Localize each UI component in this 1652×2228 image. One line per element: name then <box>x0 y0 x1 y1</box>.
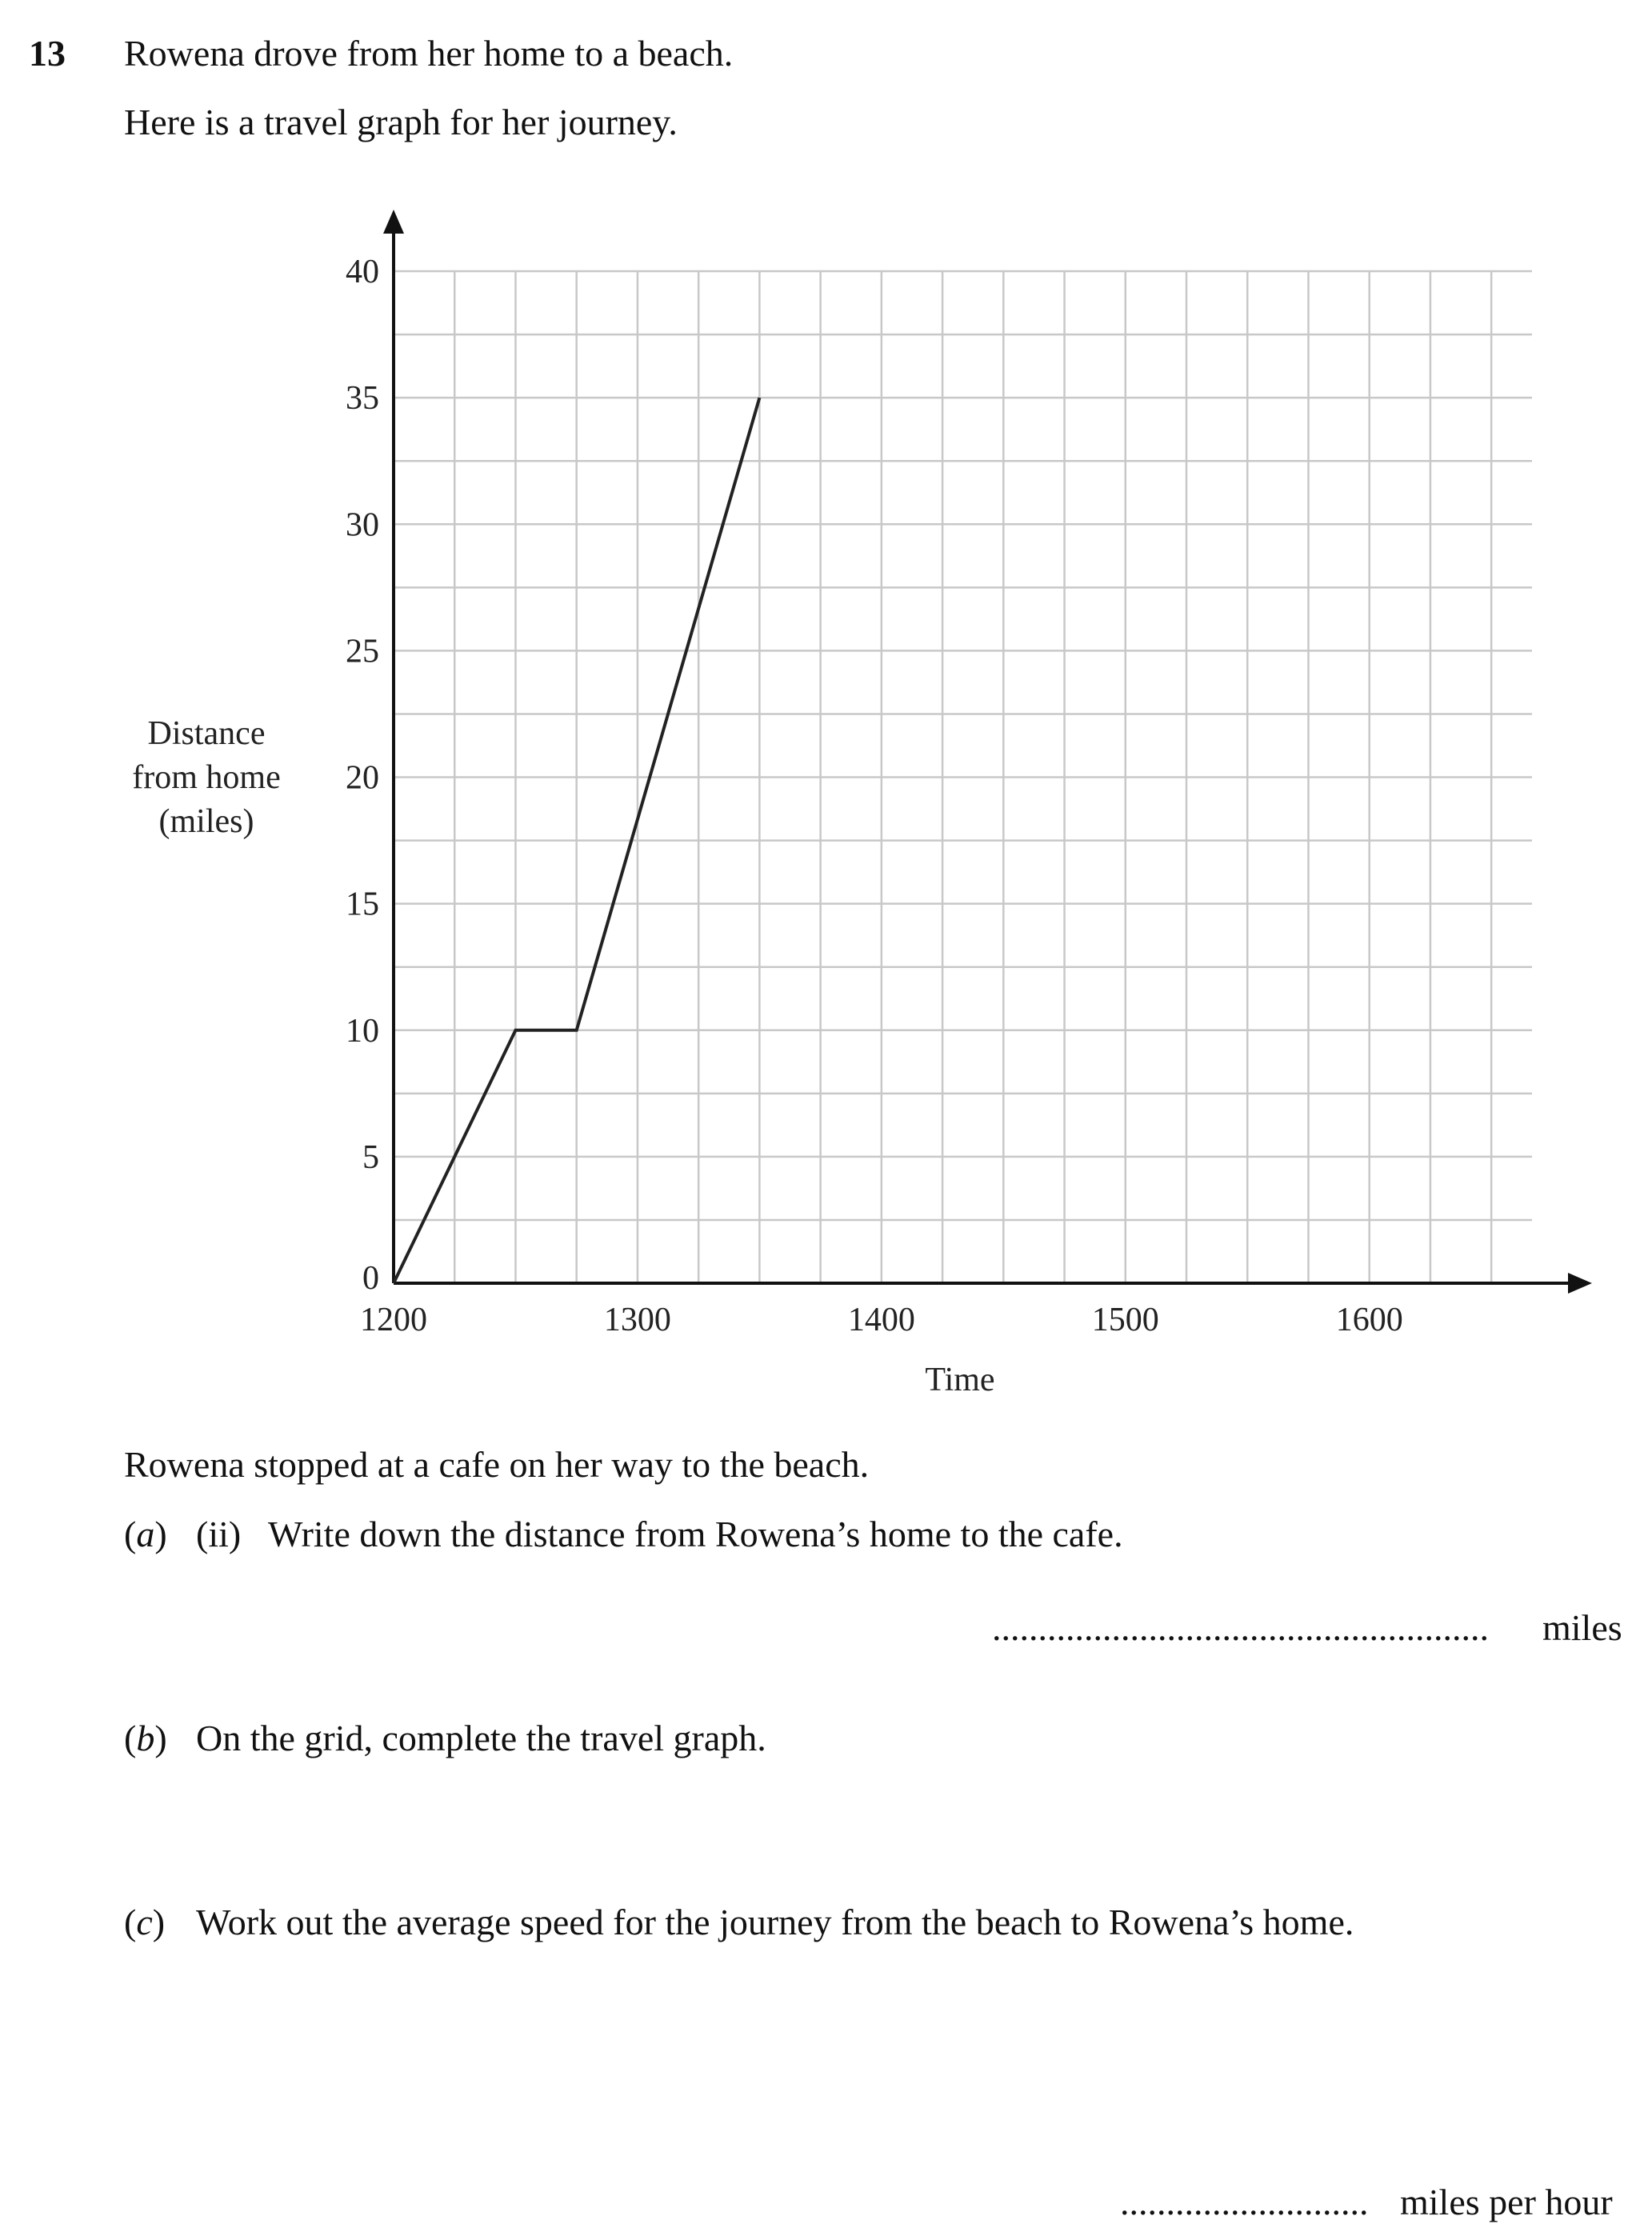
y-axis-arrow <box>383 210 404 234</box>
x-tick-label: 1600 <box>1335 1302 1403 1338</box>
intro-line-2: Here is a travel graph for her journey. <box>124 102 678 142</box>
part-a-unit: miles <box>1542 1607 1622 1648</box>
part-c-unit: miles per hour <box>1400 2182 1613 2222</box>
x-axis-arrow <box>1568 1273 1592 1294</box>
y-tick-label: 15 <box>346 886 379 923</box>
part-a-question: Write down the distance from Rowena’s home to the cafe. <box>268 1514 1123 1554</box>
cafe-statement: Rowena stopped at a cafe on her way to the beach. <box>124 1444 870 1485</box>
part-c-question: Work out the average speed for the journey from the beach to Rowena’s home. <box>196 1902 1354 1942</box>
y-axis-label-line: (miles) <box>158 803 254 840</box>
y-axis-label <box>132 715 280 840</box>
x-tick-label: 1200 <box>360 1302 427 1338</box>
y-tick-label: 0 <box>362 1260 379 1297</box>
y-tick-label: 35 <box>346 380 379 418</box>
y-axis-label-line: from home <box>132 759 281 796</box>
part-c-label: (c) <box>124 1902 166 1942</box>
part-a-label: (a) <box>124 1514 167 1554</box>
y-tick-label: 40 <box>346 254 379 290</box>
y-axis-label-line: Distance <box>147 715 266 752</box>
part-b-question: On the grid, complete the travel graph. <box>196 1718 766 1758</box>
x-axis-label: Time <box>925 1362 995 1398</box>
intro-line-1: Rowena drove from her home to a beach. <box>124 33 734 74</box>
part-c-answer-line[interactable]: ........................... <box>1120 2182 1369 2222</box>
x-tick-label: 1500 <box>1091 1302 1159 1338</box>
part-c-letter: c <box>136 1902 153 1942</box>
part-a-answer-line[interactable]: ...................................................... <box>992 1607 1489 1648</box>
part-b-letter: b <box>136 1718 155 1758</box>
chart-axes <box>383 210 1592 1294</box>
y-tick-label: 25 <box>346 633 379 670</box>
x-tick-label: 1300 <box>603 1302 671 1338</box>
y-tick-label: 20 <box>346 759 379 797</box>
part-a-letter: a <box>136 1514 155 1554</box>
question-number: 13 <box>29 33 66 74</box>
x-tick-label: 1400 <box>847 1302 915 1338</box>
y-tick-labels <box>346 254 379 1297</box>
y-tick-label: 5 <box>362 1138 379 1176</box>
y-tick-label: 30 <box>346 506 379 544</box>
chart-grid <box>394 271 1532 1283</box>
part-a-subpart: (ii) <box>196 1514 242 1554</box>
part-b-label: (b) <box>124 1718 167 1758</box>
x-tick-labels <box>360 1302 1403 1338</box>
y-tick-label: 10 <box>346 1012 379 1050</box>
